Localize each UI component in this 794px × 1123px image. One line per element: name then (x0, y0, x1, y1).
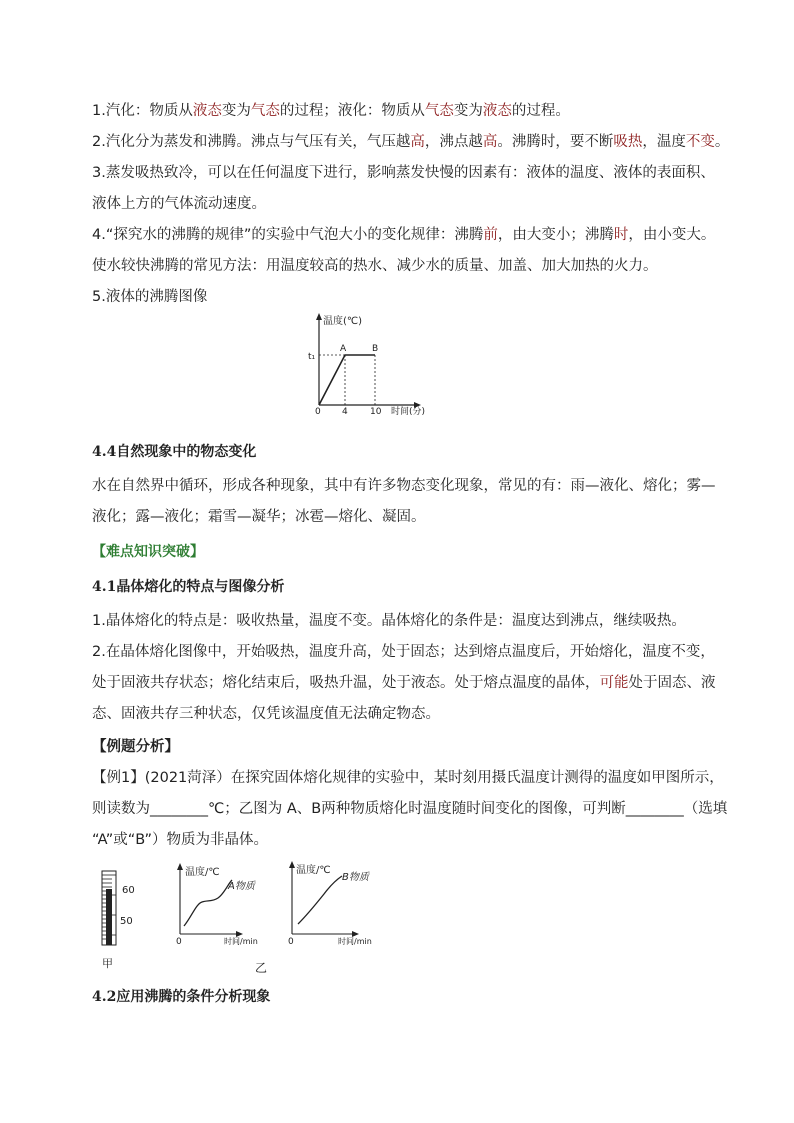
series-a-curve (184, 880, 232, 926)
highlight-text: 液态 (192, 103, 222, 119)
melting-graph-a (172, 860, 282, 946)
highlight-text: 时 (613, 227, 629, 243)
highlight-text: 高 (482, 134, 498, 150)
paragraph-boiling-methods: 使水较快沸腾的常见方法：用温度较高的热水、减少水的质量、加盖、加大加热的火力。 (92, 258, 658, 274)
text: ，由小变大。 (628, 227, 716, 243)
heading-difficult-knowledge: 【难点知识突破】 (92, 544, 204, 560)
origin-label: 0 (288, 937, 294, 946)
origin-label: 0 (176, 937, 182, 946)
text: 的过程；液化：物质从 (279, 103, 425, 119)
paragraph-melting-graph: 2.在晶体熔化图像中，开始吸热，温度升高，处于固态；达到熔点温度后，开始熔化，温度不变， (92, 644, 715, 660)
paragraph-natural-phenomena: 水在自然界中循环，形成各种现象，其中有许多物态变化现象，常见的有：雨—液化、熔化；雾— (92, 478, 716, 494)
text: 处于固液共存状态；熔化结束后，吸热升温，处于液态。处于熔点温度的晶体， (92, 675, 600, 691)
x4-label: 4 (342, 407, 348, 415)
text: ，由大变小；沸腾 (497, 227, 614, 243)
paragraph-vaporization-definition (92, 101, 570, 121)
point-a-label: A (340, 344, 347, 354)
point-b-label: B (372, 344, 379, 354)
example-question-line-3: “A”或“B”）物质为非晶体。 (92, 832, 268, 848)
highlight-text: 气态 (250, 103, 280, 119)
paragraph-evaporation-boiling (92, 132, 729, 152)
paragraph-crystal-melting: 1.晶体熔化的特点是：吸收热量，温度不变。晶体熔化的条件是：温度达到沸点，继续吸热。 (92, 613, 686, 629)
y-axis-label: 温度/℃ (185, 867, 220, 878)
highlight-text: 前 (483, 227, 498, 243)
heading-example-analysis: 【例题分析】 (92, 739, 179, 755)
x-axis-label: 时间/min (224, 937, 258, 946)
paragraph-bubbles (92, 225, 715, 245)
text: 。沸腾时，要不断 (497, 134, 614, 150)
paragraph-evaporation-factors: 3.蒸发吸热致冷，可以在任何温度下进行，影响蒸发快慢的因素有：液体的温度、液体的表面积、 (92, 165, 715, 181)
highlight-text: 吸热 (613, 134, 643, 150)
highlight-text: 可能 (599, 675, 629, 691)
text: 变为 (453, 103, 483, 119)
heading-crystal-melting: 4.1晶体熔化的特点与图像分析 (92, 579, 285, 595)
thermometer-mark-50: 50 (120, 916, 133, 927)
series-a-label: A物质 (228, 881, 255, 892)
example-question-line-2: 则读数为________℃；乙图为 A、B两种物质熔化时温度随时间变化的图像，可判断________（选填 (92, 801, 728, 817)
t1-label: t₁ (308, 352, 316, 362)
heading-natural-phenomena: 4.4自然现象中的物态变化 (92, 444, 257, 460)
y-axis-label: 温度/℃ (296, 865, 331, 876)
y-axis-arrow (289, 861, 295, 868)
thermometer-svg (100, 862, 160, 972)
paragraph-evaporation-factors-cont: 液体上方的气体流动速度。 (92, 196, 266, 212)
text: ，温度 (642, 134, 686, 150)
figure-caption-yi: 乙 (255, 961, 268, 975)
series-b-label: B物质 (342, 872, 369, 883)
melting-graph-b (284, 858, 394, 946)
paragraph-melting-graph-end: 态、固液共存三种状态，仅凭该温度值无法确定物态。 (92, 706, 440, 722)
highlight-text: 不变 (685, 134, 715, 150)
boiling-graph (305, 310, 445, 415)
x10-label: 10 (370, 407, 382, 415)
example-question-line-1: 【例1】(2021菏泽）在探究固体熔化规律的实验中，某时刻用摄氏温度计测得的温度如甲图所示， (92, 770, 724, 786)
y-axis-arrow (316, 313, 322, 320)
x-axis-label: 时间(分) (391, 407, 426, 415)
text: 的过程。 (511, 103, 570, 119)
origin-label: 0 (315, 407, 321, 415)
figure-caption-jia: 甲 (102, 957, 113, 970)
highlight-text: 高 (410, 134, 425, 150)
text: 变为 (221, 103, 251, 119)
paragraph-melting-graph-cont (92, 673, 716, 693)
text: 处于固态、液 (628, 675, 716, 691)
y-axis-label: 温度(℃) (323, 316, 363, 327)
heading-boiling-conditions: 4.2应用沸腾的条件分析现象 (92, 989, 271, 1005)
thermometer-liquid (106, 889, 112, 945)
text: 4.“探究水的沸腾的规律”的实验中气泡大小的变化规律：沸腾 (92, 227, 484, 243)
highlight-text: 液态 (482, 103, 512, 119)
series-b-curve (298, 876, 342, 924)
paragraph-boiling-graph-title: 5.液体的沸腾图像 (92, 289, 208, 305)
boiling-graph-svg (305, 310, 445, 415)
y-axis-arrow (177, 863, 183, 870)
text: 。 (714, 134, 730, 150)
text: 1.汽化：物质从 (92, 103, 193, 119)
thermometer-mark-60: 60 (122, 885, 135, 896)
text: 2.汽化分为蒸发和沸腾。沸点与气压有关，气压越 (92, 134, 411, 150)
boiling-curve (319, 355, 375, 405)
text: ，沸点越 (424, 134, 483, 150)
thermometer-figure (100, 862, 160, 972)
highlight-text: 气态 (424, 103, 454, 119)
x-axis-label: 时间/min (338, 937, 372, 946)
melting-graph-a-svg (172, 860, 282, 946)
melting-graph-b-svg (284, 858, 394, 946)
paragraph-natural-phenomena-cont: 液化；露—液化；霜雪—凝华；冰雹—熔化、凝固。 (92, 509, 426, 525)
